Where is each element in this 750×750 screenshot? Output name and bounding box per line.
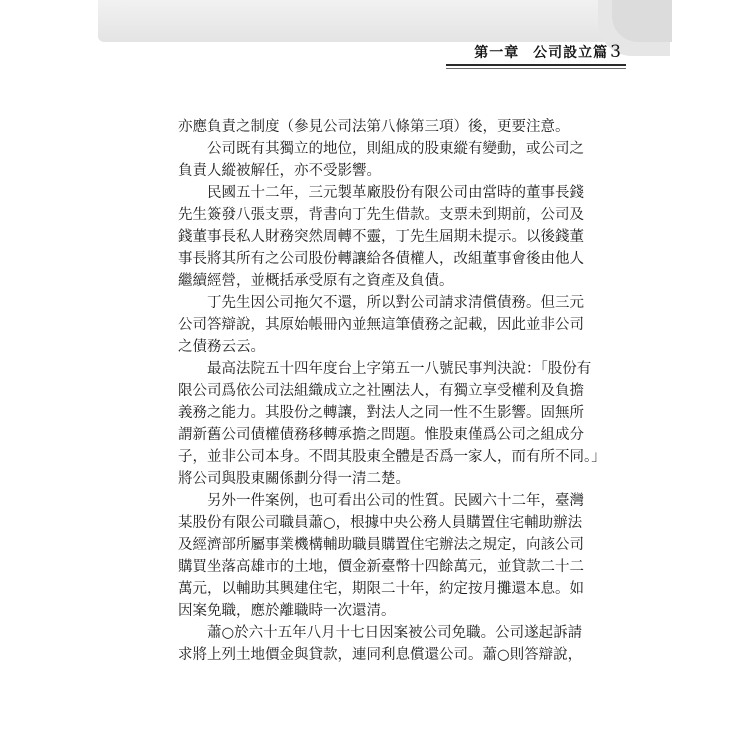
text-line: 錢董事長私人財務突然周轉不靈，丁先生屆期未提示。以後錢董 bbox=[178, 229, 584, 245]
text-line: 另外一件案例，也可看出公司的性質。民國六十二年，臺灣 bbox=[178, 493, 584, 509]
text-line: 因案免職，應於離職時一次還清。 bbox=[178, 603, 396, 619]
text-line: 最高法院五十四年度台上字第五一八號民事判決說：「股份有 bbox=[178, 361, 592, 377]
text-line: 負責人縱被解任，亦不受影響。 bbox=[178, 163, 381, 179]
text-line: 蕭○於六十五年八月十七日因案被公司免職。公司遂起訴請 bbox=[178, 625, 583, 641]
text-line: 公司既有其獨立的地位，則組成的股東縱有變動，或公司之 bbox=[178, 141, 584, 157]
section-title: 公司設立篇 bbox=[533, 45, 609, 61]
text-line: 求將上列土地價金與貸款，連同利息償還公司。蕭○則答辯說， bbox=[178, 647, 583, 663]
text-line: 義務之能力。其股份之轉讓，對法人之同一性不生影響。固無所 bbox=[178, 405, 584, 421]
running-head bbox=[474, 42, 622, 62]
text-line: 購買坐落高雄市的土地，價金新臺幣十四餘萬元，並貸款二十二 bbox=[178, 559, 584, 575]
text-line: 限公司爲依公司法組織成立之社團法人，有獨立享受權利及負擔 bbox=[178, 383, 584, 399]
text-line: 子，並非公司本身。不問其股東全體是否爲一家人，而有所不同。」 bbox=[178, 449, 606, 465]
text-line: 先生簽發八張支票，背書向丁先生借款。支票未到期前，公司及 bbox=[178, 207, 584, 223]
text-line: 亦應負責之制度（參見公司法第八條第三項）後，更要注意。 bbox=[178, 119, 570, 135]
header-band bbox=[98, 0, 628, 42]
header-rule bbox=[446, 64, 626, 66]
text-line: 某股份有限公司職員蕭○，根據中央公務人員購置住宅輔助辦法 bbox=[178, 515, 583, 531]
text-line: 將公司與股東關係劃分得一清二楚。 bbox=[178, 471, 410, 487]
text-line: 之債務云云。 bbox=[178, 339, 265, 355]
chapter-label: 第一章 bbox=[474, 45, 520, 61]
text-line: 事長將其所有之公司股份轉讓給各債權人，改組董事會後由他人 bbox=[178, 251, 584, 267]
text-line: 謂新舊公司債權債務移轉承擔之問題。惟股東僅爲公司之組成分 bbox=[178, 427, 584, 443]
text-line: 民國五十二年，三元製革廠股份有限公司由當時的董事長錢 bbox=[178, 185, 584, 201]
text-line: 繼續經營，並概括承受原有之資產及負債。 bbox=[178, 273, 454, 289]
text-line: 丁先生因公司拖欠不還，所以對公司請求清償債務。但三元 bbox=[178, 295, 584, 311]
page-number: 3 bbox=[610, 42, 622, 62]
body-text bbox=[178, 116, 606, 666]
header-tab-inner-decoration bbox=[612, 0, 672, 42]
text-line: 公司答辯說，其原始帳冊內並無這筆債務之記載，因此並非公司 bbox=[178, 317, 584, 333]
text-line: 萬元，以輔助其興建住宅，期限二十年，約定按月攤還本息。如 bbox=[178, 581, 584, 597]
header-rule-thin bbox=[446, 68, 626, 69]
text-line: 及經濟部所屬事業機構輔助職員購置住宅辦法之規定，向該公司 bbox=[178, 537, 584, 553]
